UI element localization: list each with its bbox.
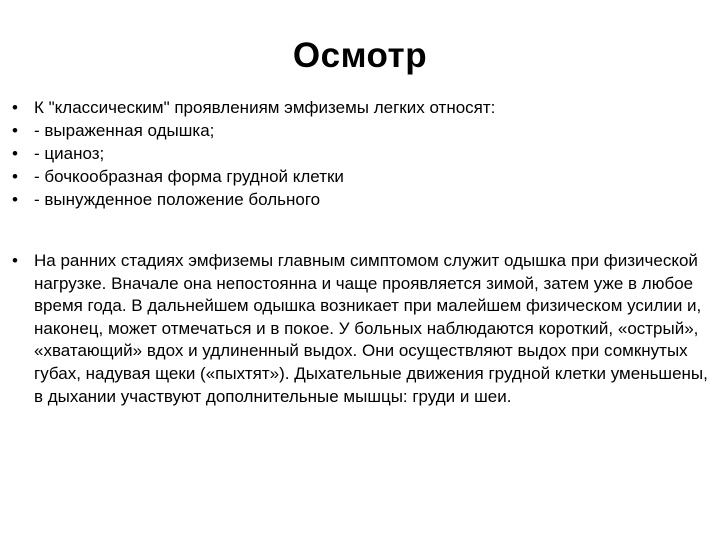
bullet-icon: • [12,144,18,163]
slide-title-text: Осмотр [292,36,428,75]
list-item-text: - цианоз; [34,144,105,163]
list-item-text: К "классическим" проявлениям эмфиземы легких относят: [34,98,496,117]
list-item-text: - вынужденное положение больного [34,190,321,209]
list-item-text: - бочкообразная форма грудной клетки [34,167,344,186]
list-item [12,96,712,119]
list-item [12,142,712,165]
list-item [12,165,712,188]
bullet-icon: • [12,167,18,186]
list-item [12,188,712,211]
bullet-icon: • [12,121,18,140]
symptom-list [12,96,712,211]
list-item-text: - выраженная одышка; [34,121,215,140]
slide-title [0,36,720,76]
bullet-icon: • [12,251,18,270]
list-item [12,119,712,142]
bullet-icon: • [12,190,18,209]
paragraph-text: На ранних стадиях эмфиземы главным симптомом служит одышка при физической нагрузке. Вначале она непостоянна и чаще проявляется зимой, затем уже в любое время года. В дальнейшем одышка возникает при малейшем физическом усилии и, наконец, может отмечаться и в покое. У больных наблюдаются короткий, «острый», «хватающий» вдох и удлиненный выдох. Они осуществляют выдох при сомкнутых губах, надувая щеки («пыхтят»). Дыхательные движения грудной клетки уменьшены, в дыхании участвуют дополнительные мышцы: груди и шеи. [34,251,708,406]
list-item [12,250,712,408]
bullet-icon: • [12,98,18,117]
description-list [12,250,712,408]
